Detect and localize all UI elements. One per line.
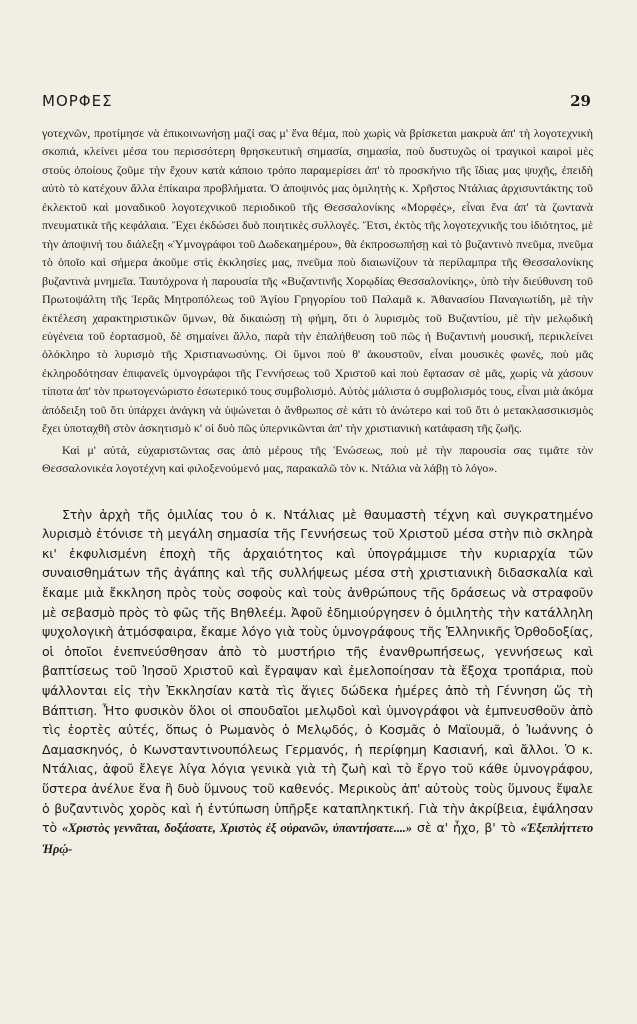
paragraph-introduction: γοτεχνῶν, προτίμησε νὰ ἐπικοινωνήσῃ μαζί σας μ' ἕνα θέμα, ποὺ χωρὶς νὰ βρίσκεται μακρυὰ ἀπ' τὴ λογοτεχνικὴ σκοπιά, κλείνει μέσα του περισσότερη θρησκευτικὴ σημασία, σημασία, ποὺ δυστυχῶς οἱ τραγικοὶ καιροὶ μὲς στοὺς ὁποίους ζοῦμε τὴν ἔχουν κατὰ κάποιο τρόπο παραμερίσει ἀπ' τὸ προσκήνιο τῆς ἴδιας μας ψυχῆς, ἐπειδὴ αὐτὸ τὸ κατέχουν ἄλλα ἐπίκαιρα προβλήματα. Ὁ ἀποψινός μας ὁμιλητὴς κ. Χρῆστος Ντάλιας ἀρχισυντάκτης τοῦ ἐκλεκτοῦ καὶ μοναδικοῦ λογοτεχνικοῦ περιοδικοῦ τῆς Θεσσαλονίκης «Μορφές», εἶναι ἕνα ἀπ' τὰ ζωντανὰ πνευματικὰ τῆς κεφάλαια. Ἔχει ἐκδώσει δυὸ ποιητικὲς συλλογές. Ἔτσι, ἐκτὸς τῆς λογοτεχνικῆς του ἰδιότητος, μὲ τὴν ἀποψινή του διάλεξη «Ὑμνογράφοι τοῦ Δωδεκαημέρου», θὰ ἐκπροσωπήσῃ καὶ τὸ βυζαντινὸ πνεῦμα, πνεῦμα τὸ ὁποῖο καὶ σήμερα ἀκοῦμε στὶς ἐκκλησίες μας, πνεῦμα ποὺ διαιωνίζουν τὰ περίλαμπρα τῆς Θεσσαλονίκης βυζαντινὰ μνημεῖα. Ταυτόχρονα ἡ παρουσία τῆς «Βυζαντινῆς Χορῳδίας Θεσσαλονίκης», ὑπὸ τὴν διεύθυνση τοῦ Πρωτοψάλτη τῆς Ἱερᾶς Μητροπόλεως τοῦ Ἁγίου Γρηγορίου τοῦ Παλαμᾶ κ. Ἀθανασίου Παναγιωτίδη, μὲ τὴν ἐκτέλεση χαρακτηριστικῶν ὕμνων, θὰ δικαιώσῃ τὴ φήμη, ὅτι ὁ λυρισμὸς τοῦ Βυζαντίου, μὲ τὴν μελῳδικὴ εὐγένεια τοῦ ἑορτασμοῦ, δὲ σημαίνει ἄλλο, παρὰ τὴν ἐπαλήθευση τοῦ πῶς ἡ Βυζαντινὴ μουσική, περικλείνει ὁλόκληρο τὸ λυρισμὸ τῆς Χριστιανωσύνης. Οἱ ὕμνοι ποὺ θ' ἀκουστοῦν, εἶναι μουσικὲς φωνές, ποὺ μᾶς ἐκληροδότησαν ἐπιφανεῖς ὑμνογράφοι τῆς Γεννήσεως τοῦ Χριστοῦ καὶ ποὺ ἔφτασαν σὲ μᾶς, χωρὶς νὰ χάσουν τίποτα ἀπ' τὸν πρωτογενώριστο ἐσωτερικό τους συμβολισμό. Αὐτὸς μάλιστα ὁ συμβολισμός τους, εἶναι μιὰ ἀκόμα ἀπόδειξη τοῦ ὅτι ὑπάρχει ἀνάγκη νὰ ὑψώνεται ὁ ἄνθρωπος σὲ κάτι τὸ ἀνώτερο καὶ τοῦ ὅτι ὁ μετακλασσικισμὸς ἔχει ὑποταχθῆ στὸν ἀσκητισμὸ κ' οἱ δυὸ πῶς ὑπερνικῶνται ἀπ' τὴν χριστιανικὴ κατάφαση τῆς ζωῆς.: [42, 126, 593, 436]
section-spacer: [42, 478, 593, 505]
hymn-mode-1: σὲ α' ἦχο, β' τὸ: [417, 820, 516, 836]
hymn-title-2: «Ἐξεπλήττετο Ἡρῴ-: [42, 821, 594, 856]
article-body: [42, 124, 593, 859]
hymn-title-1: «Χριστὸς γεννᾶται, δοξάσατε, Χριστὸς ἐξ οὐρανῶν, ὑπαντήσατε....»: [62, 821, 412, 836]
page-number: 29: [570, 92, 591, 110]
running-title: ΜΟΡΦΕΣ: [42, 92, 113, 110]
paragraph-lecture-report: [42, 505, 593, 860]
lecture-report-text: Στὴν ἀρχὴ τῆς ὁμιλίας του ὁ κ. Ντάλιας μὲ θαυμαστὴ τέχνη καὶ συγκρατημένο λυρισμὸ ἐτόνισε τὴ μεγάλη σημασία τῆς Γεννήσεως τοῦ Χριστοῦ μέσα στὴν πιὸ σκληρὰ κι' ἐκφυλισμένη ἐποχὴ τῆς ἀρχαιότητος καὶ ὑπογράμμισε τὴν κυριαρχία τῶν συναισθημάτων τῆς ἀγάπης καὶ τῆς συλλήψεως μέσα στὴ χριστιανικὴ διδασκαλία καὶ ἔκαμε μιὰ ἔκκληση πρὸς τοὺς σοφοὺς καὶ τοὺς ἀνθρώπους τῆς δράσεως νὰ στραφοῦν μὲ σεβασμὸ πρὸς τὸ φῶς τῆς Βηθλεέμ. Ἀφοῦ ἐδημιούργησεν ὁ ὁμιλητὴς τὴν κατάλληλη ψυχολογικὴ ἀτμόσφαιρα, ἔκαμε λόγο γιὰ τοὺς ὑμνογράφους τῆς Ἑλληνικῆς Ὀρθοδοξίας, οἱ ὁποῖοι ἐνεπνεύσθησαν ἀπὸ τὸ μυστήριο τῆς ἐνανθρωπήσεως, γεννήσεως καὶ βαπτίσεως τοῦ Ἰησοῦ Χριστοῦ καὶ ἔγραψαν καὶ ἐμελοποίησαν τὰ ἔξοχα τροπάρια, ποὺ ψάλλονται εἰς τὴν Ἐκκλησίαν κατὰ τὶς ἅγιες δώδεκα ἡμέρες ἀπὸ τὴ Γέννηση ὥς τὴ Βάπτιση. Ἦτο φυσικὸν ὅλοι οἱ σπουδαῖοι μελῳδοὶ καὶ ὑμνογράφοι νὰ ἐμπνευσθοῦν ἀπὸ τὶς ἑορτὲς αὐτές, ὅπως ὁ Ρωμανὸς ὁ Μελῳδός, ὁ Κοσμᾶς ὁ Μαϊουμᾶ, ὁ Ἰωάννης ὁ Δαμασκηνός, ὁ Κωνσταντινουπόλεως Γερμανός, ἡ περίφημη Κασιανή, καὶ ἄλλοι. Ὁ κ. Ντάλιας, ἀφοῦ ἔλεγε λίγα λόγια γενικὰ γιὰ τὴ ζωὴ καὶ τὸ ἔργο τοῦ κάθε ὑμνογράφου, ὕστερα ἀνέλυε ἕνα ἢ δυὸ ὕμνους τοῦ καθενός. Μερικοὺς ἀπ' αὐτοὺς τοὺς ὕμνους ἔψαλε ὁ βυζαντινὸς χορὸς καὶ ἡ ἐντύπωση ὑπῆρξε καταπληκτική. Γιὰ τὴν ἀκρίβεια, ἐψάλησαν τὸ: [42, 506, 593, 836]
paragraph-invitation: Καὶ μ' αὐτά, εὐχαριστῶντας σας ἀπὸ μέρους τῆς Ἑνώσεως, ποὺ μὲ τὴν παρουσία σας τιμᾶτε τὸν Θεσσαλονικέα λογοτέχνη καὶ φιλοξενούμενό μας, παρακαλῶ τὸν κ. Ντάλια νὰ λάβῃ τὸ λόγο».: [42, 442, 593, 476]
